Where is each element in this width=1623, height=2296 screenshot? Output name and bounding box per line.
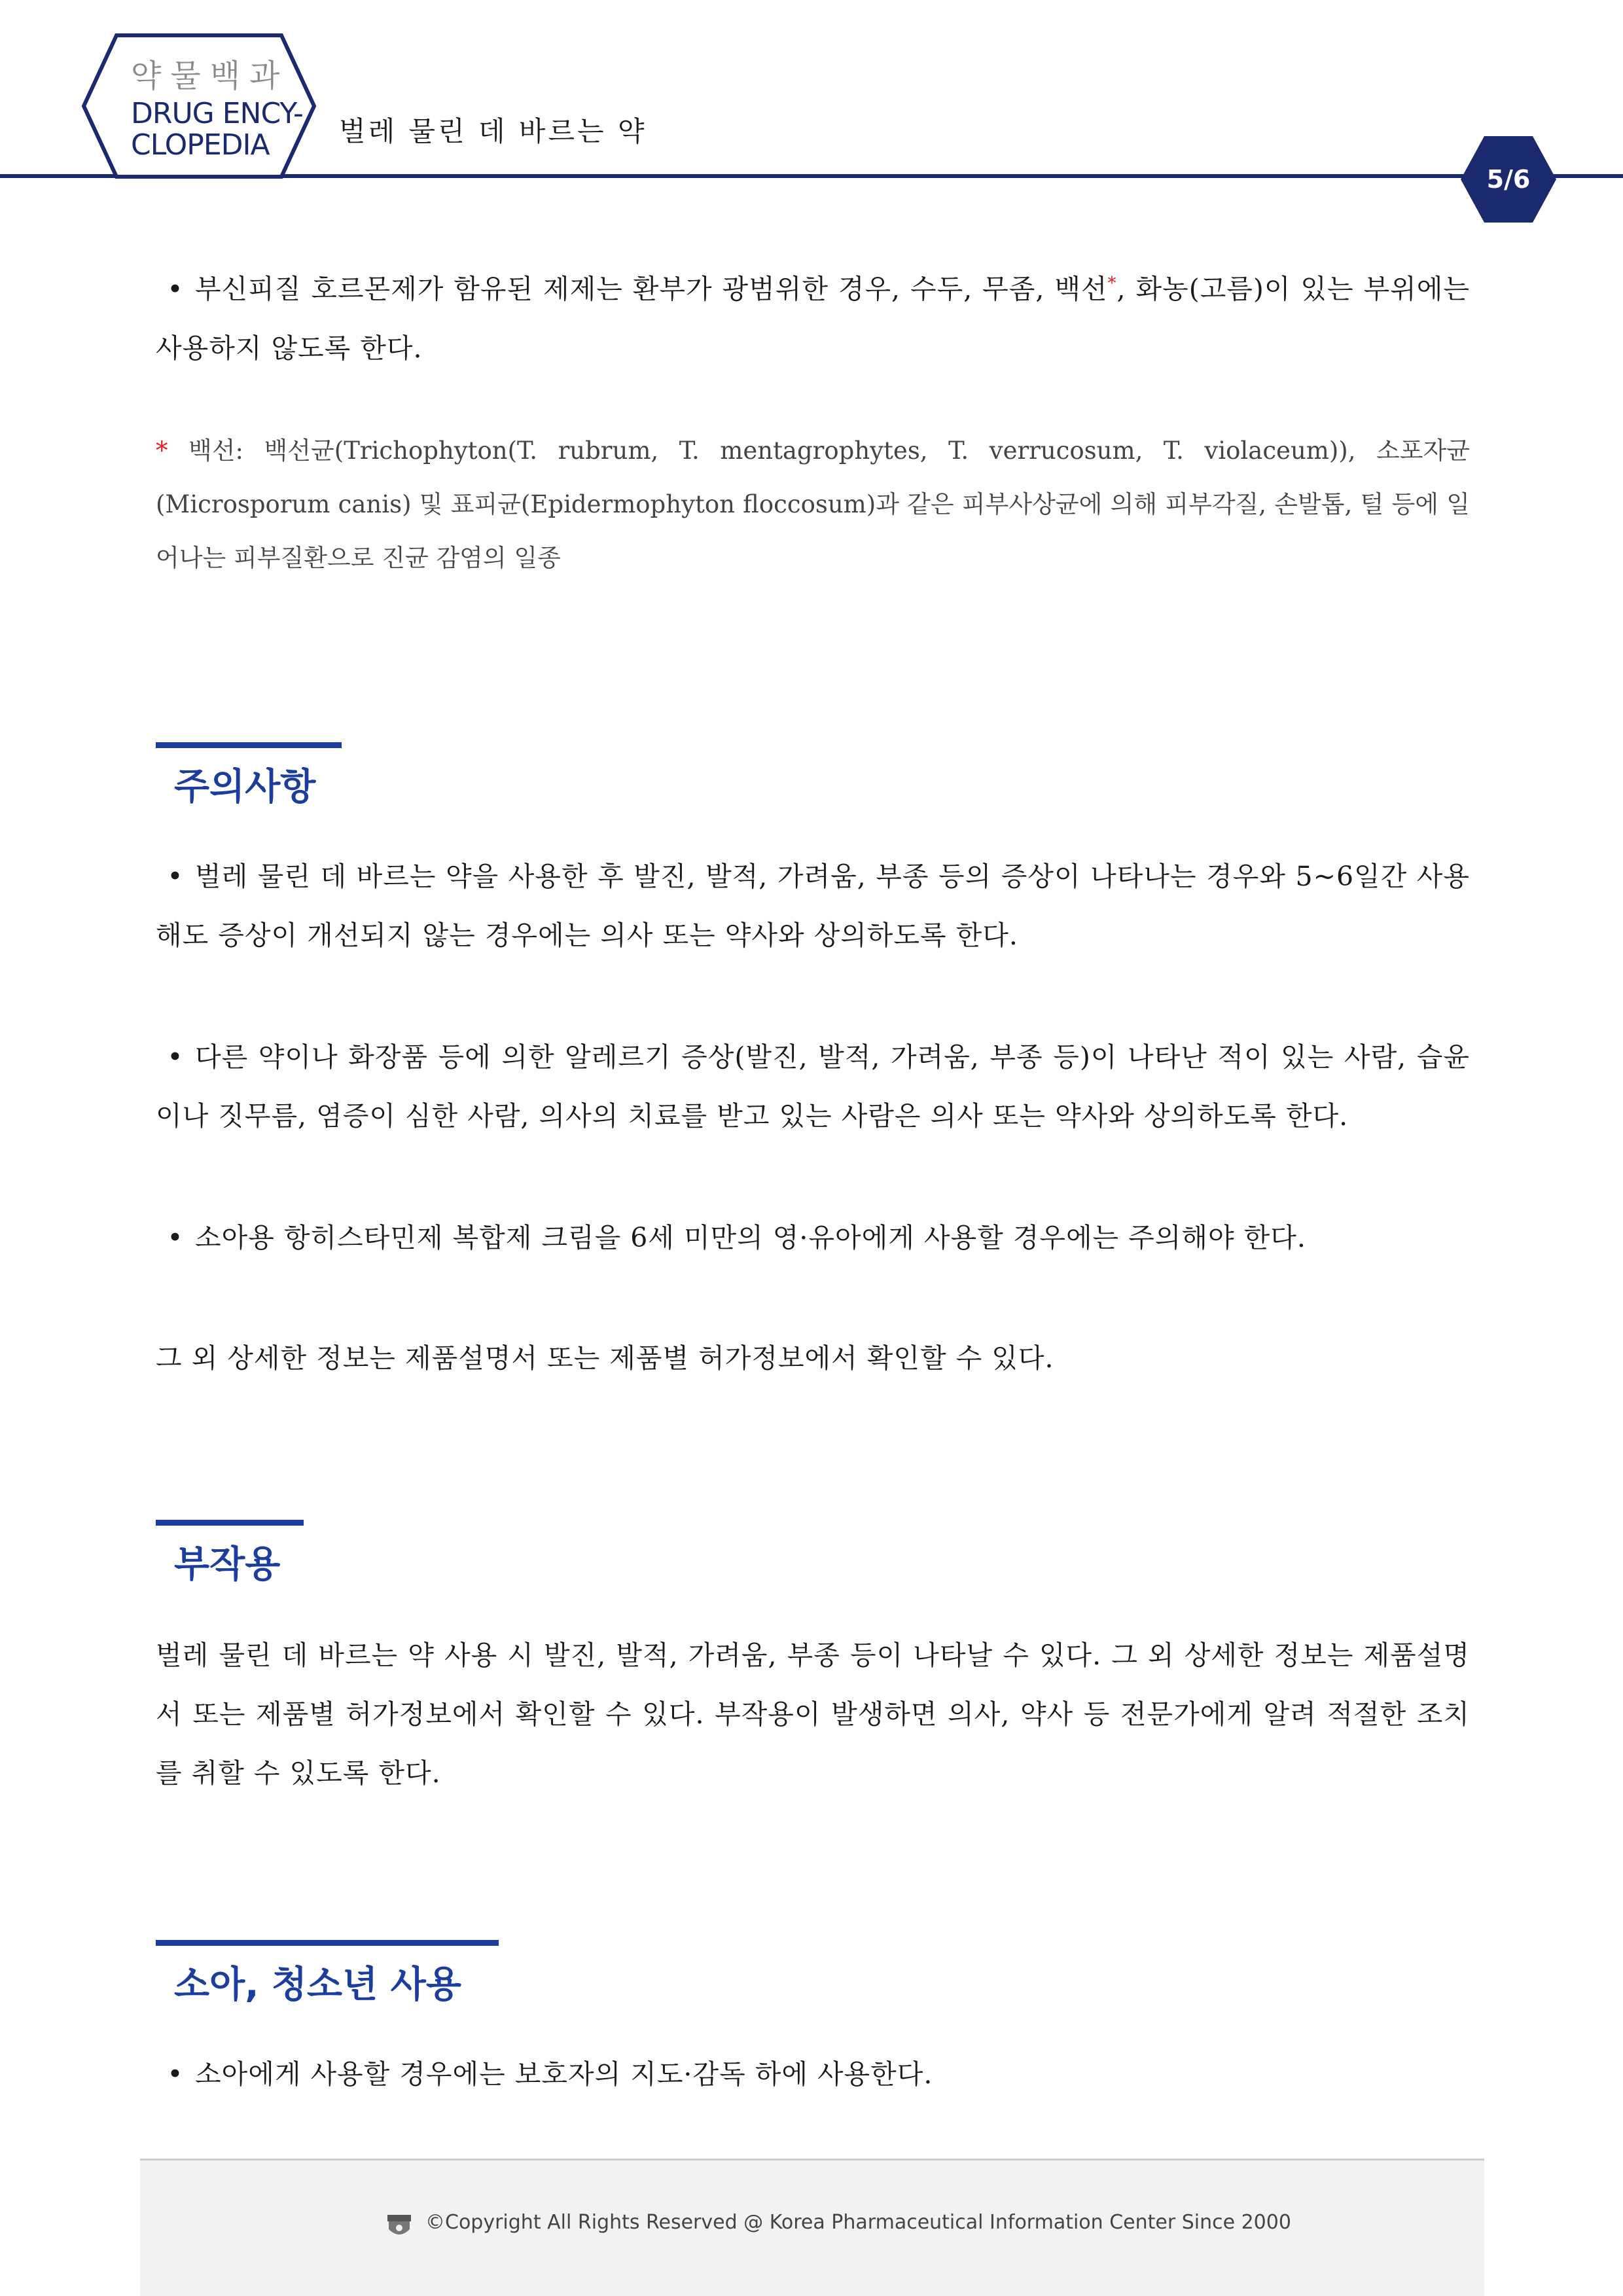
logo <box>131 60 303 161</box>
document-title: 벌레 물린 데 바르는 약 <box>339 115 647 147</box>
bullet-marker: • <box>167 1041 184 1073</box>
bullet-marker: • <box>167 2058 184 2090</box>
footnote-text: 백선: 백선균(Trichophyton(T. rubrum, T. mentagrophytes, T. verrucosum, T. violaceum)), 소포자균(Microsporum canis) 및 표피균(Epidermophyton floccosum)과 같은 피부사상균에 의해 피부각질, 손발톱, 털 등에 일어나는 피부질환으로 진균 감염의 일종 <box>156 437 1470 572</box>
footnote-ringworm <box>156 424 1470 585</box>
footnote-star: * <box>156 437 168 465</box>
precaution-closing: 그 외 상세한 정보는 제품설명서 또는 제품별 허가정보에서 확인할 수 있다. <box>156 1342 1054 1374</box>
footnote-marker: * <box>1107 274 1117 293</box>
bullet-text: 소아용 항히스타민제 복합제 크림을 6세 미만의 영·유아에게 사용할 경우에는 주의해야 한다. <box>195 1222 1306 1253</box>
section-title-precautions: 주의사항 <box>174 766 316 808</box>
logo-english-line-2: CLOPEDIA <box>131 128 270 162</box>
precaution-item-1 <box>156 847 1470 965</box>
page-number: 5/6 <box>1486 165 1531 194</box>
footer-copyright: ©Copyright All Rights Reserved @ Korea Pharmaceutical Information Center Since 2000 <box>425 2211 1291 2234</box>
side-effects-text: 벌레 물린 데 바르는 약 사용 시 발진, 발적, 가려움, 부종 등이 나타날 수 있다. 그 외 상세한 정보는 제품설명서 또는 제품별 허가정보에서 확인할 수 있다. 부작용이 발생하면 의사, 약사 등 전문가에게 알려 적절한 조치를 취할 수 있도록 한다. <box>156 1640 1470 1789</box>
bullet-steroid-warning <box>156 254 1470 378</box>
section-title-children: 소아, 청소년 사용 <box>174 1964 461 2006</box>
precaution-item-3 <box>156 1208 1470 1267</box>
section-bar-precautions <box>156 742 342 748</box>
bullet-text-rest: , 화농(고름)이 있는 부위에는 사용하지 않도록 한다. <box>156 273 1470 364</box>
logo-korean: 약물백과 <box>131 58 289 94</box>
bullet-marker: • <box>167 861 184 892</box>
kpic-emblem-icon <box>385 2212 414 2241</box>
section-bar-children <box>156 1940 499 1946</box>
bullet-marker: • <box>167 1222 184 1253</box>
logo-english-line-1: DRUG ENCY- <box>131 97 303 130</box>
bullet-text: 벌레 물린 데 바르는 약을 사용한 후 발진, 발적, 가려움, 부종 등의 증상이 나타나는 경우와 5~6일간 사용해도 증상이 개선되지 않는 경우에는 의사 또는 약사와 상의하도록 한다. <box>156 861 1470 951</box>
precaution-item-2 <box>156 1028 1470 1145</box>
section-title-side-effects: 부작용 <box>174 1543 281 1586</box>
bullet-text: 부신피질 호르몬제가 함유된 제제는 환부가 광범위한 경우, 수두, 무좀, 백선 <box>195 273 1108 305</box>
bullet-text: 다른 약이나 화장품 등에 의한 알레르기 증상(발진, 발적, 가려움, 부종 등)이 나타난 적이 있는 사람, 습윤이나 짓무름, 염증이 심한 사람, 의사의 치료를 받고 있는 사람은 의사 또는 약사와 상의하도록 한다. <box>156 1041 1470 1132</box>
bullet-text: 소아에게 사용할 경우에는 보호자의 지도·감독 하에 사용한다. <box>195 2058 933 2090</box>
children-item-1 <box>156 2045 1470 2104</box>
bullet-marker: • <box>167 273 184 305</box>
section-bar-side-effects <box>156 1520 304 1526</box>
